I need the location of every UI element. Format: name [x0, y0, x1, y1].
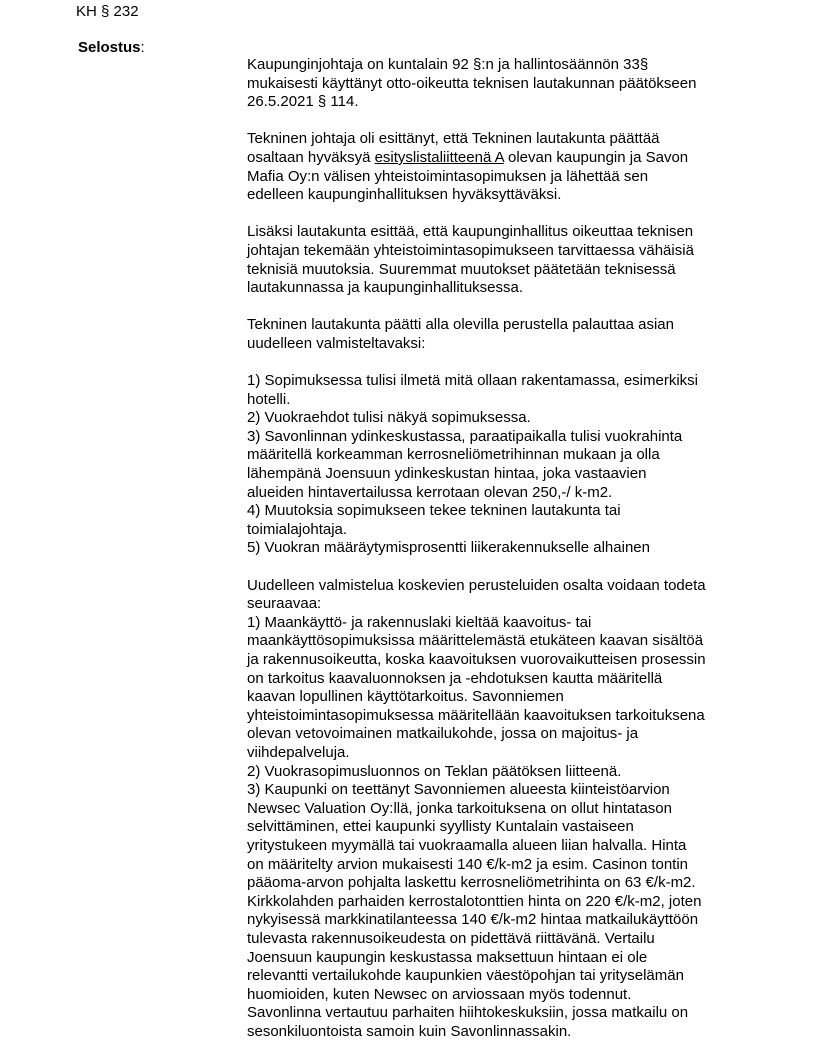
- paragraph-proposal-end: olevan kaupungin ja Savon Mafia Oy:n välisen yhteistoimintasopimuksen ja lähettää sen edelleen kaupunginhallituksen hyväksyttäväksi.: [247, 148, 689, 204]
- paragraph-decision: Tekninen lautakunta päätti alla olevilla perustella palauttaa asian uudelleen valmisteltavaksi:: [247, 316, 674, 352]
- paragraph-otto-oikeus: Kaupunginjohtaja on kuntalain 92 §:n ja hallintosäännön 33§ mukaisesti käyttänyt otto-oikeutta teknisen lautakunnan päätökseen 26.5.2021 § 114.: [247, 56, 697, 111]
- paragraph-additional: Lisäksi lautakunta esittää, että kaupunginhallitus oikeuttaa teknisen johtajan tekemään yhteistoimintasopimukseen tarvittaessa vähäisiä teknisiä muutoksia. Suuremmat muutokset päätetään teknisessä lautakunnassa ja kaupunginhallituksessa.: [247, 223, 694, 297]
- side-label: [78, 38, 145, 57]
- attachment-a-link[interactable]: esityslistaliitteenä A: [374, 148, 504, 166]
- section-reference: KH § 232: [76, 3, 139, 20]
- paragraph-response: Uudelleen valmistelua koskevien perusteluiden osalta voidaan todeta seuraavaa: 1) Maankäyttö- ja rakennuslaki kieltää kaavoitus- tai maankäyttösopimuksissa määrittelemästä etukäteen kaavan sisältöä ja rakennusoikeutta, koska kaavoituksen vuorovaikutteisen prosessin on tarkoitus kaavaluonnoksen ja -ehdotuksen kautta määritellä kaavan lopullinen käyttötarkoitus. Savonniemen yhteistoimintasopimuksessa määritellään kaavoituksen tarkoituksena olevan vetovoimainen matkailukohde, jossa on majoitus- ja viihdepalveluja. 2) Vuokrasopimusluonnos on Teklan päätöksen liitteenä. 3) Kaupunki on teettänyt Savonniemen alueesta kiinteistöarvion Newsec Valuation Oy:llä, jonka tarkoituksena on ollut hintatason selvittäminen, ettei kaupunki syyllisty Kuntalain vastaiseen yritystukeen myymällä tai vuokraamalla alueen liian halvalla. Hinta on määritelty arvion mukaisesti 140 €/k-m2 ja esim. Casinon tontin pääoma-arvon pohjalta laskettu kerrosneliömetrihinta on 63 €/k-m2. Kirkkolahden parhaiden kerrostalotonttien hinta on 220 €/k-m2, joten nykyisessä markkinatilanteessa 140 €/k-m2 hintaa matkailukäyttöön tulevasta rakennusoikeudesta on pidettävä riittävänä. Vertailu Joensuun kaupungin keskustassa maksettuun hintaan ei ole relevantti vertailukohde kaupunkien väestöpohjan tai yrityselämän huomioiden, kuten Newsec on arviossaan myös todennut. Savonlinna vertautuu parhaiten hiihtokeskuksiin, jossa matkailu on sesonkiluontoista samoin kuin Savonlinnassakin.: [247, 576, 706, 1040]
- paragraph-proposal-start: Tekninen johtaja oli esittänyt, että Tekninen lautakunta päättää osaltaan hyväksyä: [247, 130, 660, 166]
- side-label-colon: :: [140, 39, 145, 56]
- reasons-list: 1) Sopimuksessa tulisi ilmetä mitä ollaan rakentamassa, esimerkiksi hotelli. 2) Vuokraehdot tulisi näkyä sopimuksessa. 3) Savonlinnan ydinkeskustassa, paraatipaikalla tulisi vuokrahinta määritellä korkeamman kerrosneliömetrihinnan mukaan ja olla lähempänä Joensuun ydinkeskustan hintaa, joka vastaavien alueiden hintavertailussa kerrotaan olevan 250,-/ k-m2. 4) Muutoksia sopimukseen tekee tekninen lautakunta tai toimialajohtaja. 5) Vuokran määräytymisprosentti liikerakennukselle alhainen: [247, 372, 698, 557]
- paragraph-proposal: [247, 130, 747, 204]
- side-label-text: Selostus: [78, 39, 141, 56]
- document-body: [247, 56, 747, 1041]
